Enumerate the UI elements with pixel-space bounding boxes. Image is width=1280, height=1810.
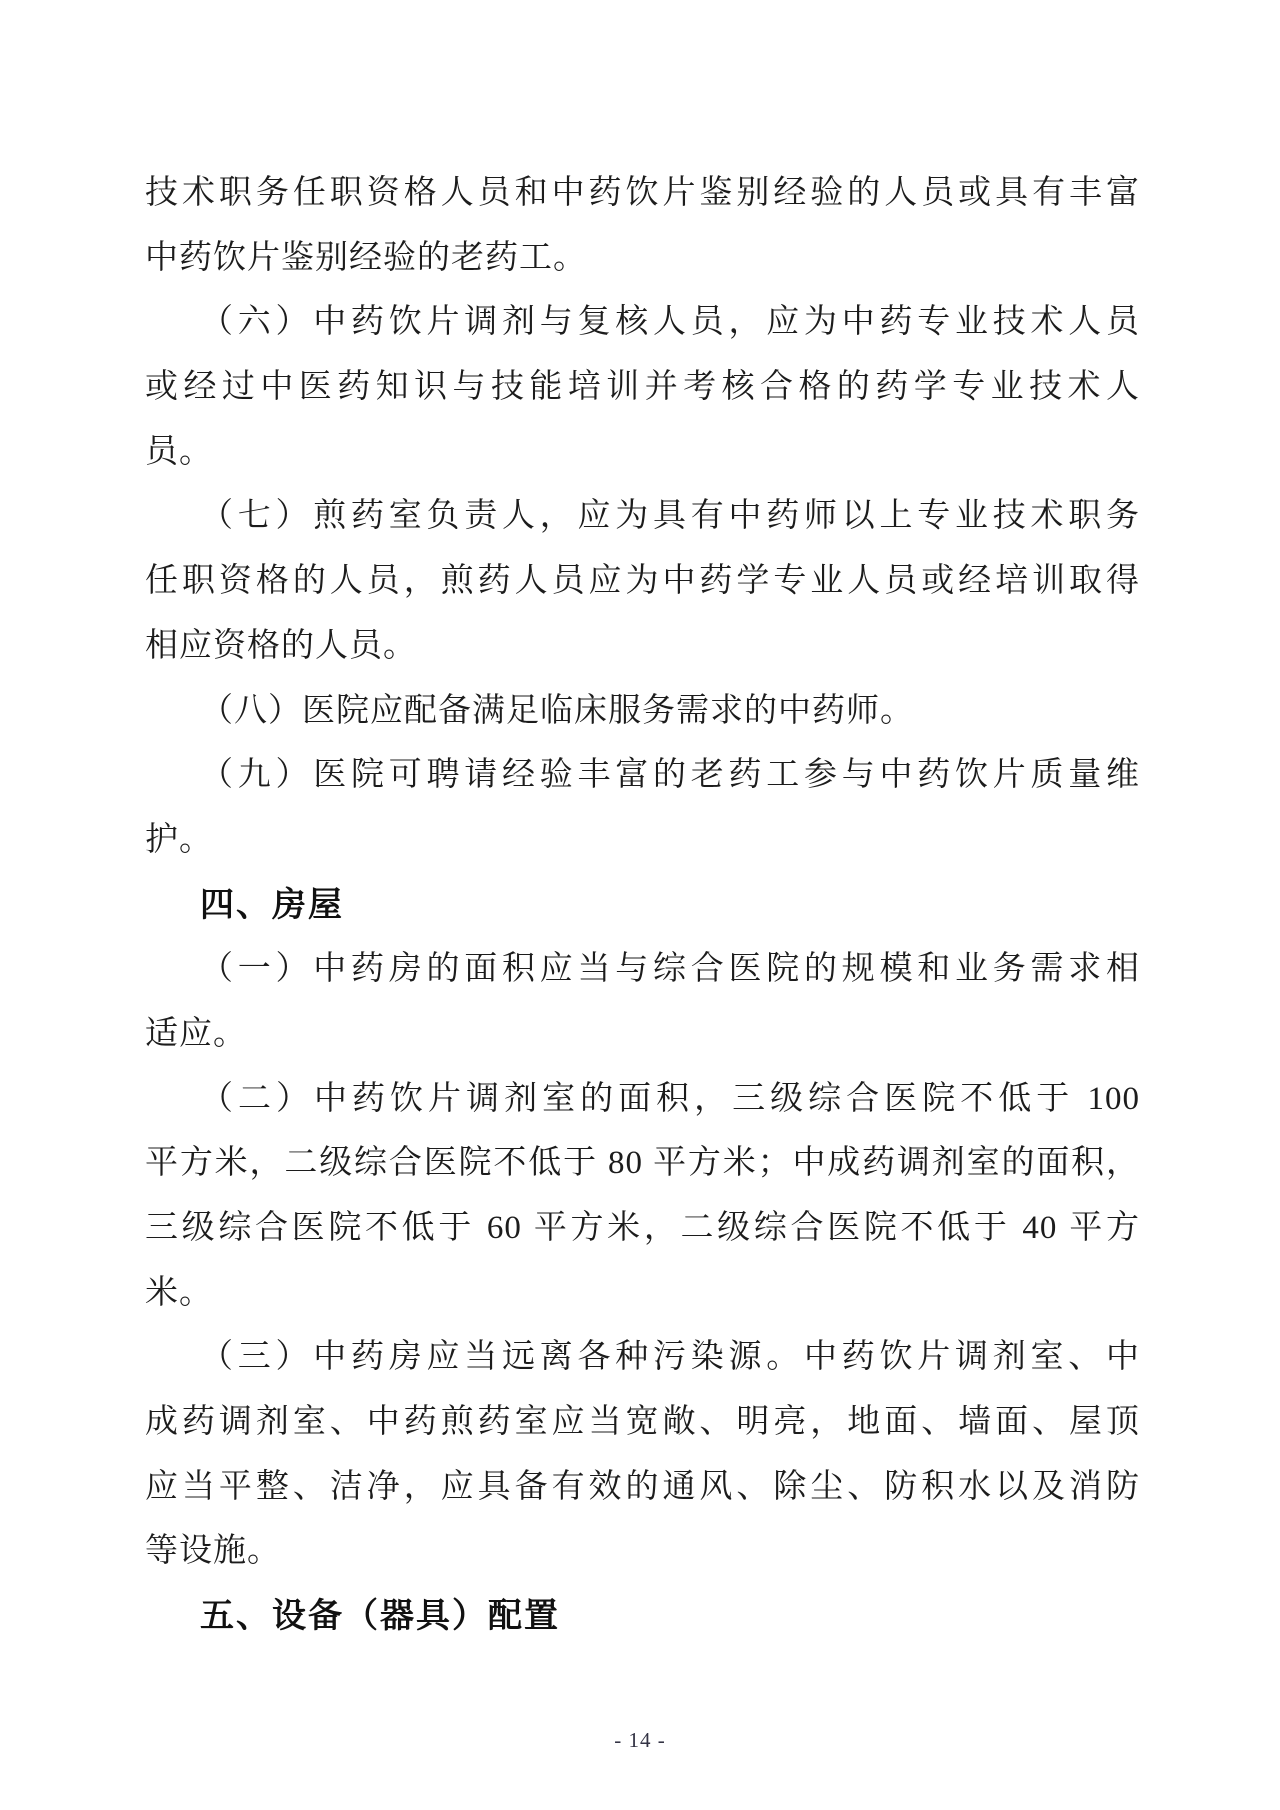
text-line: 米。 bbox=[145, 1274, 213, 1311]
text-line: 员。 bbox=[145, 433, 213, 470]
page-number: - 14 - bbox=[614, 1728, 666, 1752]
text-line: 中药饮片鉴别经验的老药工。 bbox=[145, 239, 587, 276]
text-line: （二）中药饮片调剂室的面积，三级综合医院不低于 100 bbox=[200, 1080, 1140, 1117]
text-line: 任职资格的人员，煎药人员应为中药学专业人员或经培训取得 bbox=[145, 563, 1140, 600]
section-heading: 五、设备（器具）配置 bbox=[200, 1597, 560, 1636]
document-body bbox=[145, 161, 1140, 1649]
text-line: （三）中药房应当远离各种污染源。中药饮片调剂室、中 bbox=[200, 1339, 1140, 1376]
text-line: 平方米，二级综合医院不低于 80 平方米；中成药调剂室的面积， bbox=[145, 1145, 1140, 1182]
text-line: 等设施。 bbox=[145, 1533, 281, 1570]
text-line: （八）医院应配备满足临床服务需求的中药师。 bbox=[200, 692, 914, 729]
text-line: （一）中药房的面积应当与综合医院的规模和业务需求相 bbox=[200, 951, 1140, 988]
text-line: （六）中药饮片调剂与复核人员，应为中药专业技术人员 bbox=[200, 304, 1140, 341]
text-line: （七）煎药室负责人，应为具有中药师以上专业技术职务 bbox=[200, 498, 1140, 535]
text-line: （九）医院可聘请经验丰富的老药工参与中药饮片质量维 bbox=[200, 757, 1140, 794]
text-line: 三级综合医院不低于 60 平方米，二级综合医院不低于 40 平方 bbox=[145, 1210, 1140, 1246]
text-line: 适应。 bbox=[145, 1015, 247, 1052]
text-line: 护。 bbox=[145, 821, 213, 858]
section-heading: 四、房屋 bbox=[200, 885, 344, 924]
text-line: 相应资格的人员。 bbox=[145, 627, 417, 664]
text-line: 或经过中医药知识与技能培训并考核合格的药学专业技术人 bbox=[145, 369, 1140, 406]
text-line: 技术职务任职资格人员和中药饮片鉴别经验的人员或具有丰富 bbox=[145, 175, 1140, 211]
text-line: 成药调剂室、中药煎药室应当宽敞、明亮，地面、墙面、屋顶 bbox=[145, 1404, 1140, 1441]
text-line: 应当平整、洁净，应具备有效的通风、除尘、防积水以及消防 bbox=[145, 1468, 1140, 1505]
